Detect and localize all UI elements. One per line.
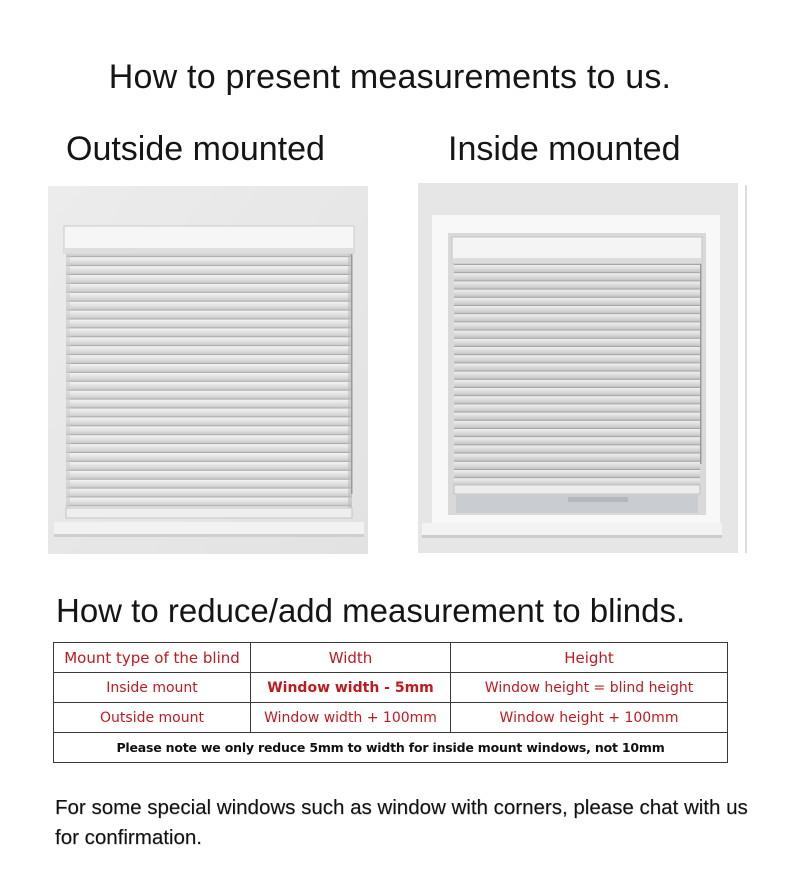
- header-height: Height: [451, 643, 728, 673]
- row-inside-height: Window height = blind height: [451, 673, 728, 703]
- header-mount-type: Mount type of the blind: [54, 643, 251, 673]
- page-title: How to present measurements to us.: [108, 58, 672, 96]
- table-header-row: [54, 643, 728, 673]
- table-row: [54, 673, 728, 703]
- inside-mounted-photo: [418, 183, 738, 553]
- table-note-row: [54, 733, 728, 763]
- footer-note: For some special windows such as window with corners, please chat with us for confirmation.: [55, 796, 748, 849]
- image-divider: [745, 185, 747, 553]
- table-row: [54, 703, 728, 733]
- outside-mounted-photo: [48, 186, 368, 554]
- table-note: Please note we only reduce 5mm to width for inside mount windows, not 10mm: [54, 733, 728, 763]
- row-outside-height: Window height + 100mm: [451, 703, 728, 733]
- outside-mounted-label: Outside mounted: [66, 130, 325, 168]
- row-inside-mount-type: Inside mount: [54, 673, 251, 703]
- row-inside-width: Window width - 5mm: [251, 673, 451, 703]
- header-width: Width: [251, 643, 451, 673]
- section-title: How to reduce/add measurement to blinds.: [56, 592, 686, 629]
- row-outside-width: Window width + 100mm: [251, 703, 451, 733]
- measurement-table: [53, 642, 728, 763]
- row-outside-mount-type: Outside mount: [54, 703, 251, 733]
- inside-mounted-label: Inside mounted: [448, 130, 681, 168]
